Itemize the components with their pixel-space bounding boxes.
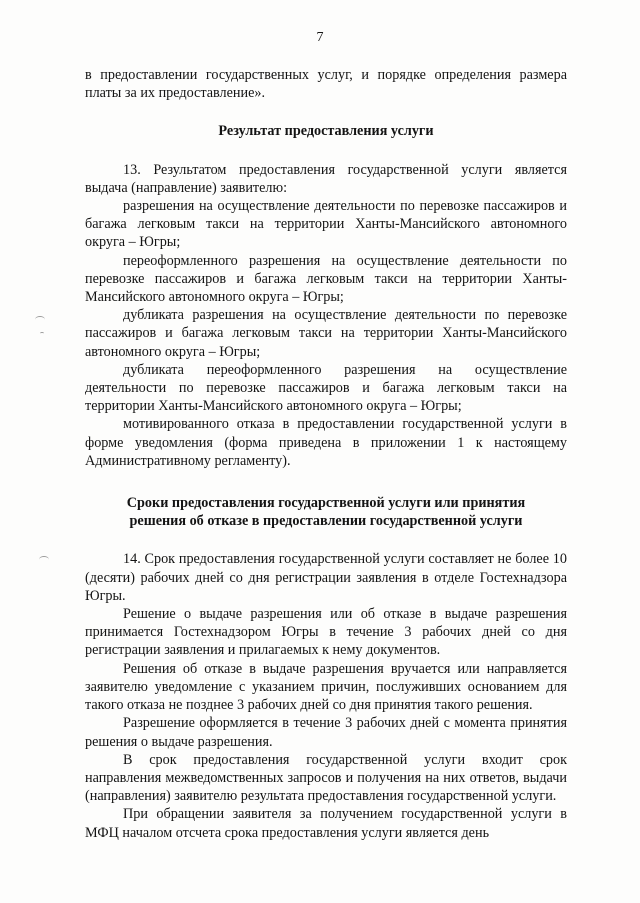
intro-paragraph: в предоставлении государственных услуг, и порядке определения размера платы за их предоставление». (85, 67, 567, 102)
document-body (85, 66, 567, 842)
paragraph-14: 14. Срок предоставления государственной услуги составляет не более 10 (десяти) рабочих дней со дня регистрации заявления в отделе Гостехнадзора Югры. (85, 551, 567, 604)
list-item-duplicate-reissued-permit: дубликата переоформленного разрешения на осуществление деятельности по перевозке пассажиров и багажа легковым такси на территории Ханты-Мансийского автономного округа – Югры; (85, 361, 567, 415)
list-item-permit: разрешения на осуществление деятельности по перевозке пассажиров и багажа легковым такси на территории Ханты-Мансийского автономного округа – Югры; (85, 198, 567, 251)
paragraph-interagency: В срок предоставления государственной услуги входит срок направления межведомственных запросов и получения на них ответов, выдачи (направления) заявителю результата предоставления государственной услуги. (85, 751, 567, 805)
list-item-duplicate-permit: дубликата разрешения на осуществление деятельности по перевозке пассажиров и багажа легковым такси на территории Ханты-Мансийского автономного округа – Югры; (85, 307, 567, 360)
list-item-refusal: мотивированного отказа в предоставлении государственной услуги в форме уведомления (форма приведена в приложении 1 к настоящему Административному регламенту). (85, 416, 567, 469)
paragraph-13: 13. Результатом предоставления государственной услуги является выдача (направление) заявителю: (85, 161, 567, 196)
scan-mark (39, 556, 49, 563)
paragraph-decision: Решение о выдаче разрешения или об отказе в выдаче разрешения принимается Гостехнадзором Югры в течение 3 рабочих дней со дня регистрации заявления и прилагаемых к нему документов. (85, 606, 567, 659)
section-heading-result: Результат предоставления услуги (218, 123, 434, 140)
scan-mark (35, 316, 45, 323)
page-number: 7 (316, 30, 324, 45)
section-heading-terms (85, 494, 567, 530)
paragraph-refusal-notice: Решения об отказе в выдаче разрешения вручается или направляется заявителю уведомление с указанием причин, послуживших основанием для такого отказа не позднее 3 рабочих дней со дня принятия такого решения. (85, 660, 567, 714)
paragraph-issuance: Разрешение оформляется в течение 3 рабочих дней с момента принятия решения о выдаче разрешения. (85, 715, 567, 750)
paragraph-mfc: При обращении заявителя за получением государственной услуги в МФЦ началом отсчета срока предоставления услуги является день (85, 806, 567, 841)
scan-mark (40, 332, 44, 335)
list-item-reissued-permit: переоформленного разрешения на осуществление деятельности по перевозке пассажиров и багажа легковым такси на территории Ханты-Мансийского автономного округа – Югры; (85, 252, 567, 306)
section-heading-terms-line2: решения об отказе в предоставлении государственной услуги (129, 513, 523, 530)
section-heading-terms-line1: Сроки предоставления государственной услуги или принятия (126, 495, 526, 512)
